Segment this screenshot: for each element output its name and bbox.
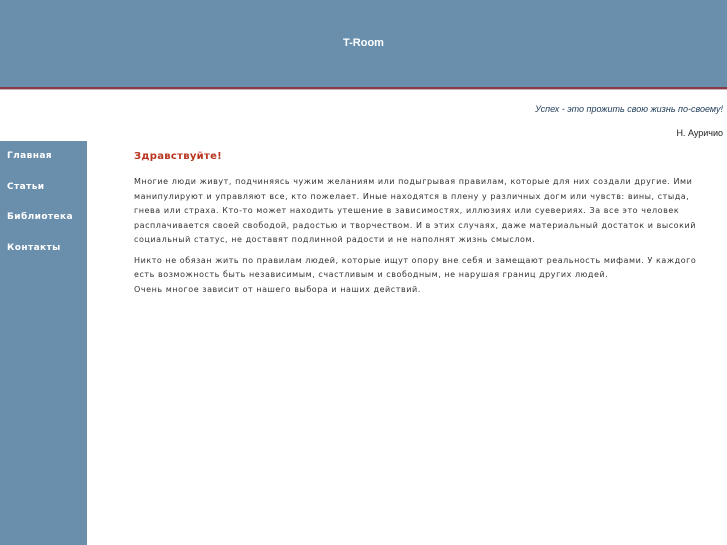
main-content: [134, 149, 714, 297]
header-divider-shadow: [0, 89, 727, 90]
paragraph-freedom: Никто не обязан жить по правилам людей, которые ищут опору вне себя и замещают реальность мифами. У каждого есть возможность быть независимым, счастливым и свободным, не нарушая границ других людей.: [134, 255, 697, 279]
sidebar-item-library[interactable]: Библиотека: [7, 212, 74, 222]
sidebar-item-home[interactable]: Главная: [7, 151, 52, 161]
quote-author: Н. Ауричио: [676, 128, 723, 138]
paragraph-intro: Многие люди живут, подчиняясь чужим желаниям или подыгрывая правилам, которые для них создали другие. Ими манипулируют и управляют все, кто пожелает. Иные находятся в плену у различных догм или чувств: вины, стыда, гнева или страха. Кто-то может находить утешение в зависимостях, иллюзиях или суевериях. За все это человек расплачивается своей свободой, радостью и творчеством. И в этих случаях, даже материальный достаток и высокий социальный статус, не доставят подлинной радости и не наполнят жизнь смыслом.: [134, 177, 697, 244]
paragraph-choice: Очень многое зависит от нашего выбора и наших действий.: [134, 284, 421, 294]
quote-text: Успех - это прожить свою жизнь по-своему!: [535, 104, 723, 114]
sidebar-item-articles[interactable]: Статьи: [7, 181, 45, 192]
page-heading: Здравствуйте!: [134, 151, 223, 162]
sidebar-item-contacts[interactable]: Контакты: [7, 242, 61, 253]
site-title: T-Room: [343, 37, 384, 49]
header: [0, 0, 727, 87]
sidebar: [0, 141, 87, 545]
